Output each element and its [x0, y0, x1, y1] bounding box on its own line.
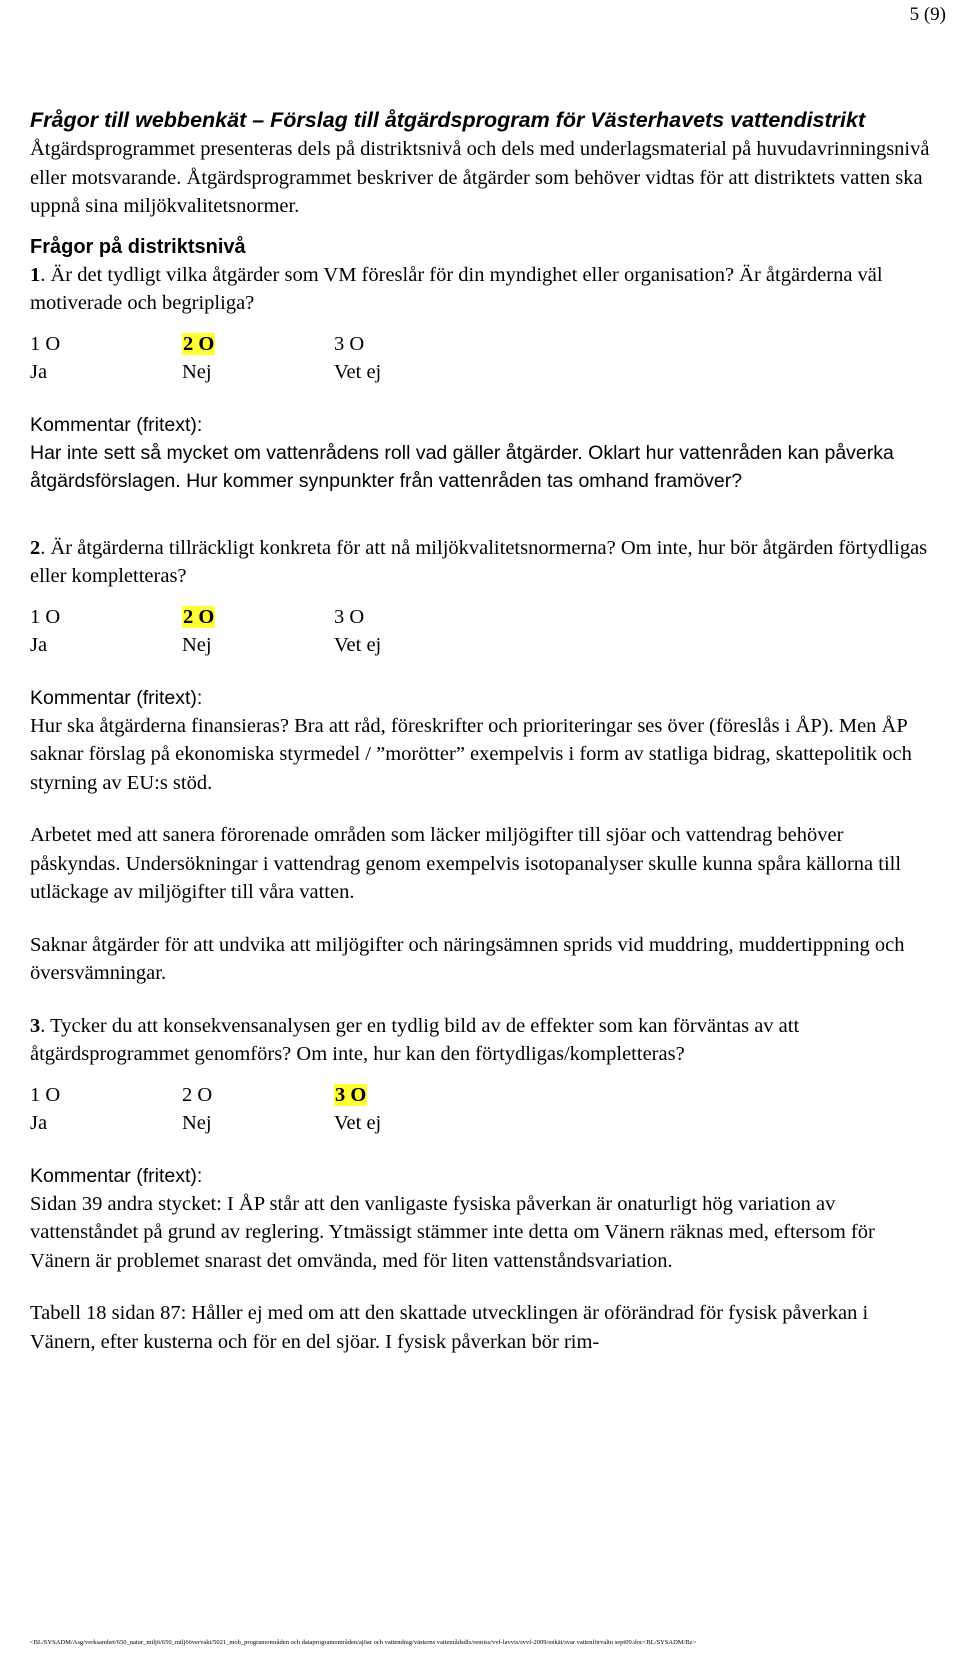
answer-options — [30, 330, 930, 386]
question-body: . Tycker du att konsekvensanalysen ger en tydlig bild av de effekter som kan förväntas av att åtgärdsprogrammet genomförs? Om inte, hur kan den förtydligas/kompletteras? — [30, 1014, 800, 1065]
footer-file-path: <BL/SYSADM/Asg/verksamhet/650_natur_miljö/650_miljöövervakt/5021_mob_programområden och dataprogramområden/ajöar och vattendrag/västerns vattenrådsdfs/remiss/vvf-lavvis/svvf-2009/enkät/svar vattenförvaltn sept09.doc<BL/SYSADM/Bz> — [30, 1639, 697, 1646]
comment-label: Kommentar (fritext): — [30, 1164, 203, 1187]
option-label-nej: Nej — [182, 633, 212, 656]
option-3[interactable]: 3 O — [334, 332, 365, 355]
option-3[interactable]: 3 O — [334, 605, 365, 628]
comment-text: Arbetet med att sanera förorenade områden som läcker miljögifter till sjöar och vattendrag behöver påskyndas. Undersökningar i vattendrag genom exempelvis isotopanalyser skulle kunna spåra källorna till utläckage av miljögifter till våra vatten. — [30, 824, 902, 903]
option-1[interactable]: 1 O — [30, 1083, 61, 1106]
question-body: . Är åtgärderna tillräckligt konkreta för att nå miljökvalitetsnormerna? Om inte, hur bör åtgärden förtydligas eller kompletteras? — [30, 536, 928, 587]
answer-options — [30, 1081, 930, 1137]
option-label-ja: Ja — [30, 360, 48, 383]
comment-text: Hur ska åtgärderna finansieras? Bra att råd, föreskrifter och prioriteringar ses över (föreslås i ÅP). Men ÅP saknar förslag på ekonomiska styrmedel / ”morötter” exempelvis i form av statliga bidrag, skattepolitik och styrning av EU:s stöd. — [30, 714, 912, 794]
question-number: 1 — [30, 263, 41, 286]
option-2-selected[interactable]: 2 O — [183, 332, 215, 355]
option-2-selected[interactable]: 2 O — [183, 605, 215, 628]
option-label-vet-ej: Vet ej — [334, 360, 382, 383]
option-label-nej: Nej — [182, 360, 212, 383]
document-title: Frågor till webbenkät – Förslag till åtgärdsprogram för Västerhavets vattendistrikt — [30, 108, 866, 132]
question-3 — [30, 1012, 930, 1357]
option-label-ja: Ja — [30, 1111, 48, 1134]
comment-text: Har inte sett så mycket om vattenrådens roll vad gäller åtgärder. Oklart hur vattenråden kan påverka åtgärdsförslagen. Hur kommer synpunkter från vattenråden tas omhand framöver? — [30, 441, 894, 492]
question-2 — [30, 534, 930, 988]
option-2[interactable]: 2 O — [182, 1083, 213, 1106]
question-number: 2 — [30, 536, 41, 559]
question-text — [30, 261, 930, 318]
option-1[interactable]: 1 O — [30, 605, 61, 628]
intro-paragraph: Åtgärdsprogrammet presenteras dels på distriktsnivå och dels med underlagsmaterial på huvudavrinningsnivå eller motsvarande. Åtgärdsprogrammet beskriver de åtgärder som behöver vidtas för att distriktets vatten ska uppnå sina miljökvalitetsnormer. — [30, 138, 930, 217]
question-text — [30, 534, 930, 591]
answer-options — [30, 603, 930, 659]
option-1[interactable]: 1 O — [30, 332, 61, 355]
question-body: . Är det tydligt vilka åtgärder som VM föreslår för din myndighet eller organisation? Är åtgärderna väl motiverade och begripliga? — [30, 263, 883, 314]
option-label-ja: Ja — [30, 633, 48, 656]
question-text — [30, 1012, 930, 1069]
page-number: 5 (9) — [909, 4, 946, 25]
option-label-nej: Nej — [182, 1111, 212, 1134]
question-1 — [30, 261, 930, 496]
option-label-vet-ej: Vet ej — [334, 1111, 382, 1134]
comment-label: Kommentar (fritext): — [30, 686, 203, 709]
option-label-vet-ej: Vet ej — [334, 633, 382, 656]
option-3-selected[interactable]: 3 O — [335, 1083, 367, 1106]
document-body — [30, 106, 930, 1356]
comment-text: Tabell 18 sidan 87: Håller ej med om att den skattade utvecklingen är oförändrad för fysisk påverkan i Vänern, efter kusterna och för en del sjöar. I fysisk påverkan bör rim- — [30, 1302, 869, 1353]
section-heading: Frågor på distriktsnivå — [30, 235, 246, 258]
comment-text: Saknar åtgärder för att undvika att miljögifter och näringsämnen sprids vid muddring, muddertippning och översvämningar. — [30, 933, 905, 984]
comment-label: Kommentar (fritext): — [30, 413, 203, 436]
comment-text: Sidan 39 andra stycket: I ÅP står att den vanligaste fysiska påverkan är onaturligt hög variation av vattenståndet på grund av reglering. Ytmässigt stämmer inte detta om Vänern räknas med, eftersom för Vänern är problemet snarast det omvända, med för liten vattenståndsvariation. — [30, 1192, 875, 1272]
question-number: 3 — [30, 1014, 41, 1037]
